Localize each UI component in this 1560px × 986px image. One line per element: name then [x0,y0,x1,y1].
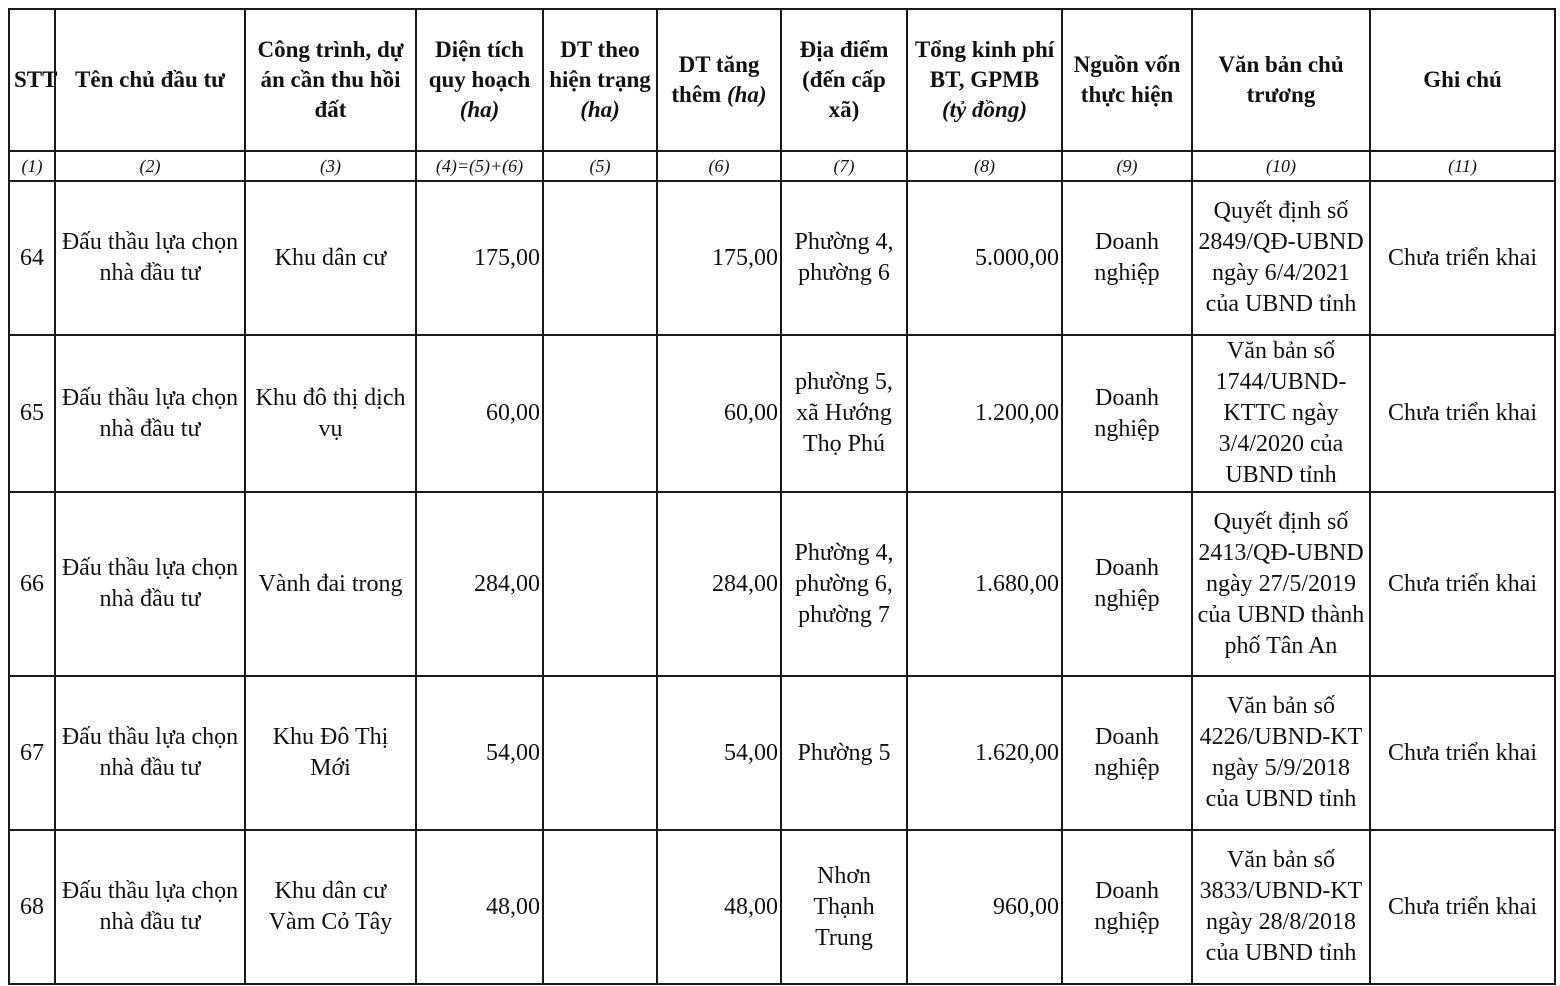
cell-area-current [543,181,657,335]
cell-note: Chưa triển khai [1370,830,1555,984]
column-number: (5) [543,151,657,181]
header-stt: STT [9,9,55,151]
cell-area-planned: 60,00 [416,335,543,492]
column-number: (10) [1192,151,1370,181]
cell-cost: 5.000,00 [907,181,1062,335]
header-cost: Tổng kinh phí BT, GPMB (tỷ đồng) [907,9,1062,151]
cell-investor: Đấu thầu lựa chọn nhà đầu tư [55,181,245,335]
cell-location: Phường 4, phường 6 [781,181,907,335]
cell-document: Quyết định số 2413/QĐ-UBND ngày 27/5/2019 của UBND thành phố Tân An [1192,492,1370,676]
cell-funding: Doanh nghiệp [1062,830,1192,984]
cell-note: Chưa triển khai [1370,676,1555,830]
cell-investor: Đấu thầu lựa chọn nhà đầu tư [55,676,245,830]
cell-stt: 68 [9,830,55,984]
cell-cost: 960,00 [907,830,1062,984]
header-area-added-unit: (ha) [726,82,767,107]
cell-location: phường 5, xã Hướng Thọ Phú [781,335,907,492]
column-number: (4)=(5)+(6) [416,151,543,181]
cell-cost: 1.620,00 [907,676,1062,830]
cell-location: Phường 4, phường 6, phường 7 [781,492,907,676]
cell-funding: Doanh nghiệp [1062,335,1192,492]
cell-funding: Doanh nghiệp [1062,181,1192,335]
header-area-current-unit: (ha) [580,97,620,122]
header-investor: Tên chủ đầu tư [55,9,245,151]
cell-document: Văn bản số 3833/UBND-KT ngày 28/8/2018 của UBND tỉnh [1192,830,1370,984]
cell-area-added: 60,00 [657,335,781,492]
cell-location: Phường 5 [781,676,907,830]
cell-document: Quyết định số 2849/QĐ-UBND ngày 6/4/2021 của UBND tỉnh [1192,181,1370,335]
column-number: (9) [1062,151,1192,181]
cell-project: Khu đô thị dịch vụ [245,335,416,492]
header-document: Văn bản chủ trương [1192,9,1370,151]
header-row [9,9,1555,151]
cell-area-planned: 54,00 [416,676,543,830]
cell-project: Khu dân cư Vàm Cỏ Tây [245,830,416,984]
cell-note: Chưa triển khai [1370,335,1555,492]
cell-project: Khu dân cư [245,181,416,335]
column-number: (2) [55,151,245,181]
cell-area-current [543,335,657,492]
table-row [9,181,1555,335]
cell-area-planned: 175,00 [416,181,543,335]
cell-area-current [543,676,657,830]
cell-project: Vành đai trong [245,492,416,676]
cell-funding: Doanh nghiệp [1062,492,1192,676]
cell-location: Nhơn Thạnh Trung [781,830,907,984]
cell-project: Khu Đô Thị Mới [245,676,416,830]
header-area-planned-unit: (ha) [459,97,500,122]
header-project: Công trình, dự án cần thu hồi đất [245,9,416,151]
land-acquisition-table-page [8,8,1554,985]
column-number: (6) [657,151,781,181]
cell-area-added: 175,00 [657,181,781,335]
cell-area-current [543,492,657,676]
column-number: (8) [907,151,1062,181]
cell-cost: 1.200,00 [907,335,1062,492]
cell-stt: 65 [9,335,55,492]
cell-area-added: 48,00 [657,830,781,984]
cell-area-planned: 284,00 [416,492,543,676]
cell-investor: Đấu thầu lựa chọn nhà đầu tư [55,830,245,984]
column-number-row [9,151,1555,181]
cell-area-added: 54,00 [657,676,781,830]
cell-area-current [543,830,657,984]
table-row [9,492,1555,676]
cell-cost: 1.680,00 [907,492,1062,676]
cell-note: Chưa triển khai [1370,181,1555,335]
table-row [9,830,1555,984]
header-cost-unit: (tỷ đồng) [942,97,1027,122]
header-area-planned: Diện tích quy hoạch (ha) [416,9,543,151]
cell-investor: Đấu thầu lựa chọn nhà đầu tư [55,335,245,492]
header-location: Địa điểm (đến cấp xã) [781,9,907,151]
cell-document: Văn bản số 4226/UBND-KT ngày 5/9/2018 của UBND tỉnh [1192,676,1370,830]
column-number: (11) [1370,151,1555,181]
header-funding: Nguồn vốn thực hiện [1062,9,1192,151]
land-acquisition-table [8,8,1556,985]
column-number: (3) [245,151,416,181]
cell-document: Văn bản số 1744/UBND-KTTC ngày 3/4/2020 của UBND tỉnh [1192,335,1370,492]
header-note: Ghi chú [1370,9,1555,151]
cell-stt: 66 [9,492,55,676]
column-number: (1) [9,151,55,181]
table-row [9,676,1555,830]
cell-note: Chưa triển khai [1370,492,1555,676]
cell-area-added: 284,00 [657,492,781,676]
cell-stt: 64 [9,181,55,335]
cell-stt: 67 [9,676,55,830]
header-area-added: DT tăng thêm (ha) [657,9,781,151]
cell-investor: Đấu thầu lựa chọn nhà đầu tư [55,492,245,676]
table-row [9,335,1555,492]
column-number: (7) [781,151,907,181]
cell-funding: Doanh nghiệp [1062,676,1192,830]
cell-area-planned: 48,00 [416,830,543,984]
header-area-current: DT theo hiện trạng (ha) [543,9,657,151]
